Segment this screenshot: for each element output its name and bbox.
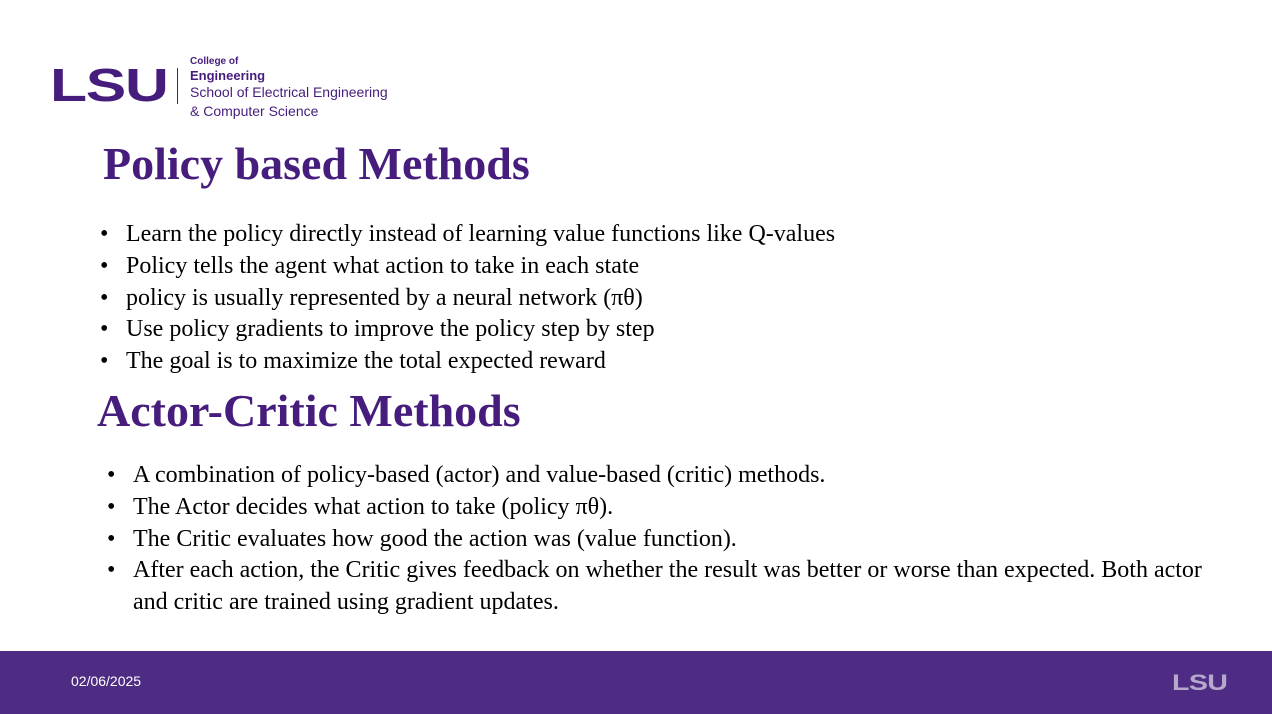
logo-school-name: School of Electrical Engineering bbox=[190, 84, 388, 100]
actor-critic-title: Actor-Critic Methods bbox=[97, 385, 521, 436]
lsu-logo-mark: LSU bbox=[50, 59, 168, 111]
footer-date: 02/06/2025 bbox=[71, 673, 142, 689]
policy-methods-list bbox=[100, 219, 835, 378]
list-item: • The Critic evaluates how good the action was (value function). bbox=[107, 524, 1213, 556]
footer-bar bbox=[0, 651, 1272, 714]
list-item: • policy is usually represented by a neural network (πθ) bbox=[100, 283, 835, 315]
list-item: • Policy tells the agent what action to take in each state bbox=[100, 251, 835, 283]
actor-critic-list bbox=[107, 460, 1213, 619]
list-item: • A combination of policy-based (actor) and value-based (critic) methods. bbox=[107, 460, 1213, 492]
logo-college-of: College of bbox=[190, 56, 239, 67]
logo-school-name-2: & Computer Science bbox=[190, 103, 319, 119]
logo-divider bbox=[177, 68, 178, 104]
footer-lsu-logo: LSU bbox=[1172, 670, 1228, 695]
policy-methods-title: Policy based Methods bbox=[103, 138, 530, 189]
list-item: • After each action, the Critic gives feedback on whether the result was better or worse than expected. Both actor and critic are trained using gradient updates. bbox=[107, 555, 1213, 619]
list-item: • The Actor decides what action to take (policy πθ). bbox=[107, 492, 1213, 524]
list-item: • Use policy gradients to improve the policy step by step bbox=[100, 314, 835, 346]
logo-engineering: Engineering bbox=[190, 68, 266, 83]
logo-text bbox=[190, 56, 388, 121]
list-item: • The goal is to maximize the total expected reward bbox=[100, 346, 835, 378]
college-logo bbox=[50, 56, 430, 122]
list-item: • Learn the policy directly instead of learning value functions like Q-values bbox=[100, 219, 835, 251]
